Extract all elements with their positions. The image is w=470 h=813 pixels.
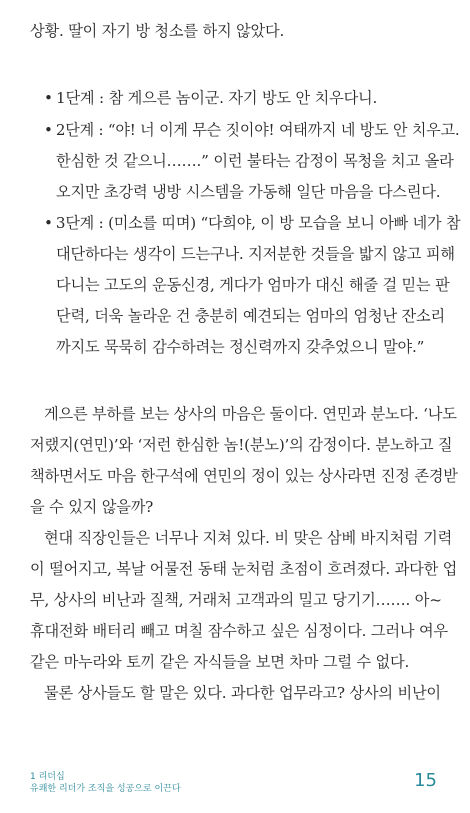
paragraph-2-line-5: 같은 마누라와 토끼 같은 자식들을 보면 차마 그럴 수 없다. (30, 653, 410, 671)
page-number: 15 (414, 770, 437, 791)
bullet-2-line-1: • 2단계 : “야! 너 이게 무슨 짓이야! 여태까지 네 방도 안 치우고. (44, 121, 460, 139)
bullet-dot: • (44, 89, 53, 107)
paragraph-2-line-4: 휴대전화 배터리 빼고 며칠 잠수하고 싶은 심정이다. 그러나 여우 (30, 622, 448, 640)
paragraph-3-line-1: 물론 상사들도 할 말은 있다. 과다한 업무라고? 상사의 비난이 (44, 684, 441, 702)
paragraph-2-line-2: 이 떨어지고, 복날 어물전 동태 눈처럼 초점이 흐려졌다. 과다한 업 (30, 560, 458, 578)
bullet-3-line-1: • 3단계 : (미소를 띠며) “다희야, 이 방 모습을 보니 아빠 네가 참 (44, 214, 461, 232)
paragraph-1-line-1: 게으른 부하를 보는 상사의 마음은 둘이다. 연민과 분노다. ‘나도 (44, 405, 457, 423)
paragraph-1-line-3: 책하면서도 마음 한구석에 연민의 정이 있는 상사라면 진정 존경받 (30, 467, 458, 485)
bullet-3-line-4: 단력, 더욱 놀라운 건 충분히 예견되는 엄마의 엄청난 잔소리 (56, 307, 445, 325)
paragraph-1-line-2: 저랬지(연민)’와 ‘저런 한심한 놈!(분노)’의 감정이다. 분노하고 질 (30, 436, 453, 454)
running-footer (30, 771, 181, 795)
bullet-2-line-2: 한심한 것 같으니…….” 이런 불타는 감정이 목청을 치고 올라 (56, 152, 454, 170)
paragraph-1-line-4: 을 수 있지 않을까? (30, 498, 154, 516)
intro-line: 상황. 딸이 자기 방 청소를 하지 않았다. (30, 22, 285, 40)
paragraph-2-line-1: 현대 직장인들은 너무나 지쳐 있다. 비 맞은 삼베 바지처럼 기력 (44, 529, 453, 547)
bullet-dot: • (44, 214, 53, 232)
paragraph-2-line-3: 무, 상사의 비난과 질책, 거래처 고객과의 밀고 당기기……. 아~ (30, 591, 442, 609)
footer-book-title: 유쾌한 리더가 조직을 성공으로 이끈다 (30, 784, 181, 794)
bullet-2-line-3: 오지만 초강력 냉방 시스템을 가동해 일단 마음을 다스린다. (56, 183, 441, 201)
bullet-3-line-5: 까지도 묵묵히 감수하려는 정신력까지 갖추었으니 말야.” (56, 338, 425, 356)
bullet-3-line-3: 다니는 고도의 운동신경, 게다가 엄마가 대신 해줄 걸 믿는 판 (56, 276, 450, 294)
bullet-3-line-2: 대단하다는 생각이 드는구나. 지저분한 것들을 밟지 않고 피해 (56, 245, 455, 263)
bullet-1-line-1: • 1단계 : 참 게으른 놈이군. 자기 방도 안 치우다니. (44, 89, 378, 107)
footer-chapter: 1 리더십 (30, 772, 65, 782)
bullet-dot: • (44, 121, 53, 139)
